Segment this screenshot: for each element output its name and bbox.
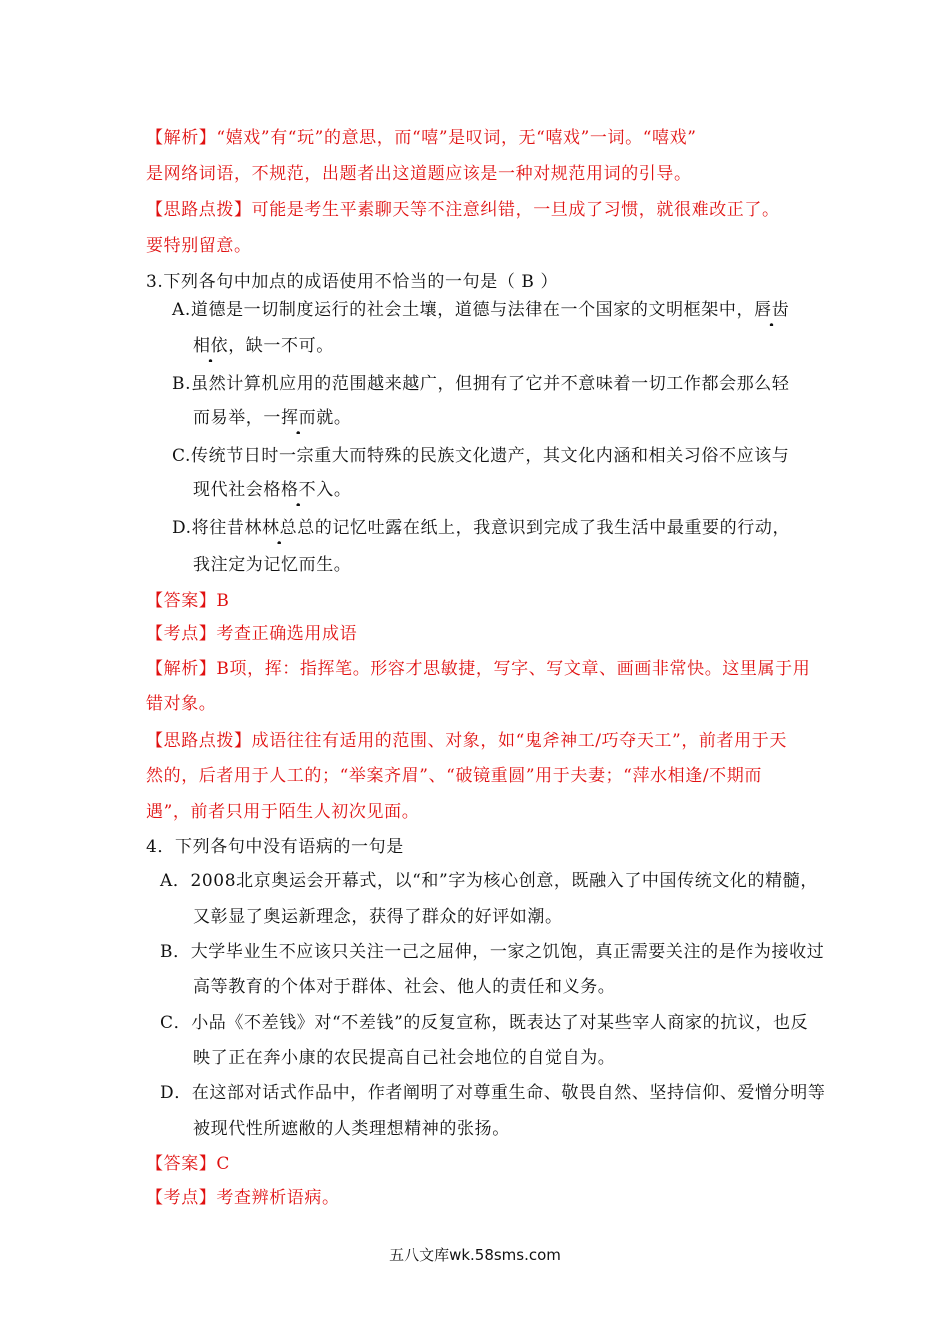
q3-analysis-line-1 [146,657,810,681]
q3-thinking-label: 【思路点拨】 [146,731,252,751]
q3-point-text: 考查正确选用成语 [216,624,358,644]
q3-option-d-line-2: 我注定为记忆而生。 [193,555,352,575]
q4-option-d-line-2: 被现代性所遮敝的人类理想精神的张扬。 [193,1119,510,1139]
q3-option-b-post: 。 [333,408,352,428]
footer-watermark: 五八文库wk.58sms.com [389,1246,561,1264]
q3-option-d-post: 的记忆吐露在纸上，我意识到完成了我生活中最重要的行动， [314,518,791,538]
q3-point [146,622,357,646]
q4-option-b-line-2: 高等教育的个体对于群体、社会、他人的责任和义务。 [193,977,616,997]
q3-option-b-line-2 [193,406,351,434]
q3-option-d-pre: D.将往昔 [172,518,245,538]
q3-analysis-line-2: 错对象。 [146,694,217,714]
q3-option-b-idiom: 一挥而就 [263,406,333,434]
q3-answer-label: 【答案】 [146,591,217,611]
analysis-line-2: 是网络词语，不规范，出题者出这道题应该是一种对规范用词的引导。 [146,164,692,184]
q4-option-d-line-1: D．在这部对话式作品中，作者阐明了对尊重生命、敬畏自然、坚持信仰、爱憎分明等 [160,1083,826,1103]
q4-option-c-line-2: 映了正在奔小康的农民提高自己社会地位的自觉自为。 [193,1048,616,1068]
q3-stem: 3.下列各句中加点的成语使用不恰当的一句是（ B ） [146,272,559,292]
thinking-line-1 [146,198,780,222]
q4-answer-label: 【答案】 [146,1154,217,1174]
q3-option-c-line-2 [193,478,351,506]
q3-option-b-pre: 而易举， [193,408,264,428]
q3-answer [146,589,230,613]
q4-answer-value: C [216,1154,231,1174]
q3-answer-value: B [216,591,230,611]
q4-point [146,1186,340,1210]
q4-option-c-line-1: C．小品《不差钱》对“不差钱”的反复宣称，既表达了对某些宰人商家的抗议，也反 [160,1013,809,1033]
analysis-text: “嬉戏”有“玩”的意思，而“嘻”是叹词，无“嘻戏”一词。“嘻戏” [216,128,697,148]
q3-option-a-rest: ，缺一不可。 [228,336,334,356]
q4-answer [146,1152,230,1176]
q3-option-c-idiom: 格格不入 [263,478,333,506]
q3-option-a-text: A.道德是一切制度运行的社会土壤，道德与法律在一个国家的文明框架中， [172,300,755,320]
q3-option-a-line-1 [172,298,789,326]
analysis-label: 【解析】 [146,128,217,148]
q3-option-a-line-2 [193,334,334,362]
thinking-line-2: 要特别留意。 [146,236,252,256]
q3-analysis-label: 【解析】 [146,659,217,679]
q3-option-d-line-1 [172,516,790,544]
q3-option-d-idiom: 林林总总 [244,516,314,544]
q4-option-a-line-1: A．2008北京奥运会开幕式，以“和”字为核心创意，既融入了中国传统文化的精髓， [160,871,818,891]
q3-option-c-post: 。 [333,480,352,500]
q3-option-a-idiom-part2: 相依 [193,334,228,362]
q4-stem: 4．下列各句中没有语病的一句是 [146,837,404,857]
q3-thinking-line-1 [146,729,787,753]
q3-analysis-text: B项，挥：指挥笔。形容才思敏捷，写字、写文章、画画非常快。这里属于用 [216,659,811,679]
q3-option-b-line-1: B.虽然计算机应用的范围越来越广，但拥有了它并不意味着一切工作都会那么轻 [172,374,790,394]
thinking-text: 可能是考生平素聊天等不注意纠错，一旦成了习惯，就很难改正了。 [251,200,780,220]
q4-option-b-line-1: B．大学毕业生不应该只关注一己之屈伸，一家之饥饱，真正需要关注的是作为接收过 [160,942,825,962]
q4-point-label: 【考点】 [146,1188,217,1208]
q3-option-a-idiom-part1: 唇齿 [754,298,789,326]
q3-option-c-pre: 现代社会 [193,480,264,500]
q4-option-a-line-2: 又彰显了奥运新理念，获得了群众的好评如潮。 [193,907,563,927]
q3-thinking-line-3: 遇”，前者只用于陌生人初次见面。 [146,802,420,822]
analysis-line-1 [146,126,697,150]
q4-point-text: 考查辨析语病。 [216,1188,340,1208]
q3-point-label: 【考点】 [146,624,217,644]
thinking-label: 【思路点拨】 [146,200,252,220]
q3-thinking-line-2: 然的，后者用于人工的；“举案齐眉”、“破镜重圆”用于夫妻；“萍水相逢/不期而 [146,766,762,786]
q3-thinking-text: 成语往往有适用的范围、对象，如“鬼斧神工/巧夺天工”，前者用于天 [251,731,787,751]
q3-option-c-line-1: C.传统节日时一宗重大而特殊的民族文化遗产，其文化内涵和相关习俗不应该与 [172,446,790,466]
